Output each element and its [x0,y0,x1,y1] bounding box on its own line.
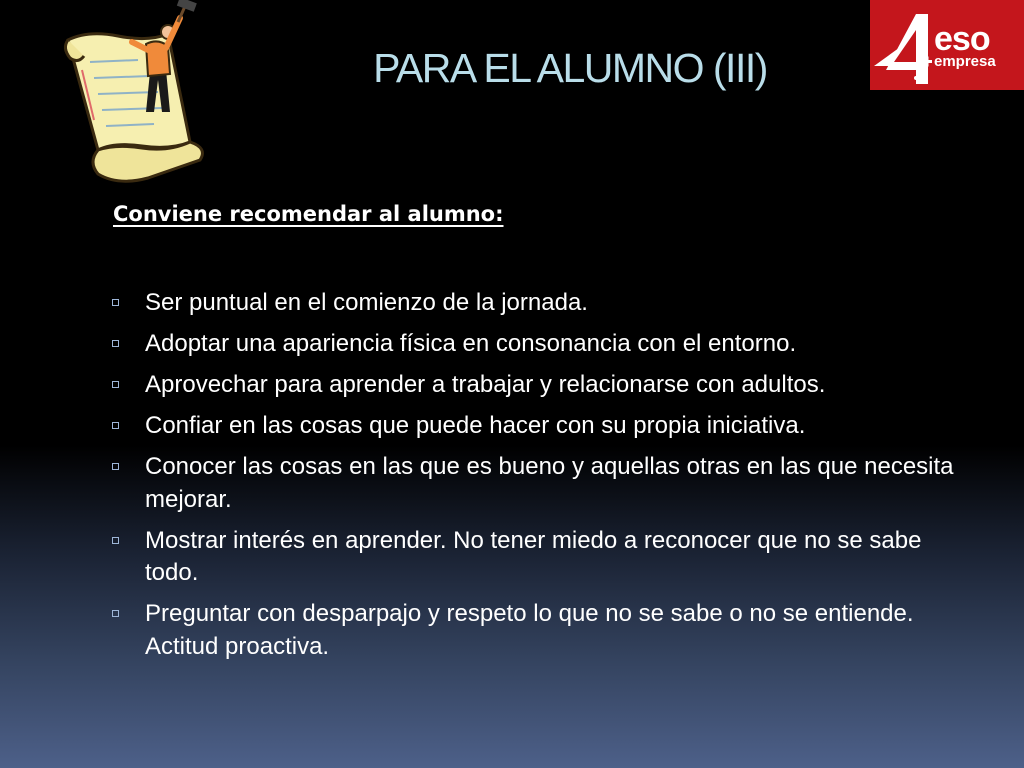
list-item [112,410,972,443]
list-item [112,328,972,361]
list-item-text: Adoptar una apariencia física en consonancia con el entorno. [145,330,797,357]
square-bullet-icon [112,610,119,617]
list-item [112,287,972,320]
bullet-list [112,287,972,672]
square-bullet-icon [112,299,119,306]
slide-subtitle: Conviene recomendar al alumno: [113,202,504,226]
worker-hammering-document-icon [58,0,218,190]
list-item [112,598,972,663]
list-item-text: Mostrar interés en aprender. No tener miedo a reconocer que no se sabe todo. [145,526,922,586]
list-item [112,525,972,590]
square-bullet-icon [112,340,119,347]
list-item-text: Ser puntual en el comienzo de la jornada. [145,289,588,316]
list-item-text: Confiar en las cosas que puede hacer con su propia iniciativa. [145,412,806,439]
square-bullet-icon [112,381,119,388]
slide-title: PARA EL ALUMNO (III) [373,45,767,91]
logo-tagline: empresa [934,53,996,70]
list-item-text: Conocer las cosas en las que es bueno y aquellas otras en las que necesita mejorar. [145,453,954,513]
list-item-text: Aprovechar para aprender a trabajar y relacionarse con adultos. [145,371,826,398]
logo-brand: eso [934,20,990,58]
square-bullet-icon [112,463,119,470]
square-bullet-icon [112,537,119,544]
list-item-text: Preguntar con desparpajo y respeto lo que no se sabe o no se entiende. Actitud proactiva. [145,600,914,660]
logo [870,0,1024,90]
square-bullet-icon [112,422,119,429]
list-item [112,451,972,516]
list-item [112,369,972,402]
